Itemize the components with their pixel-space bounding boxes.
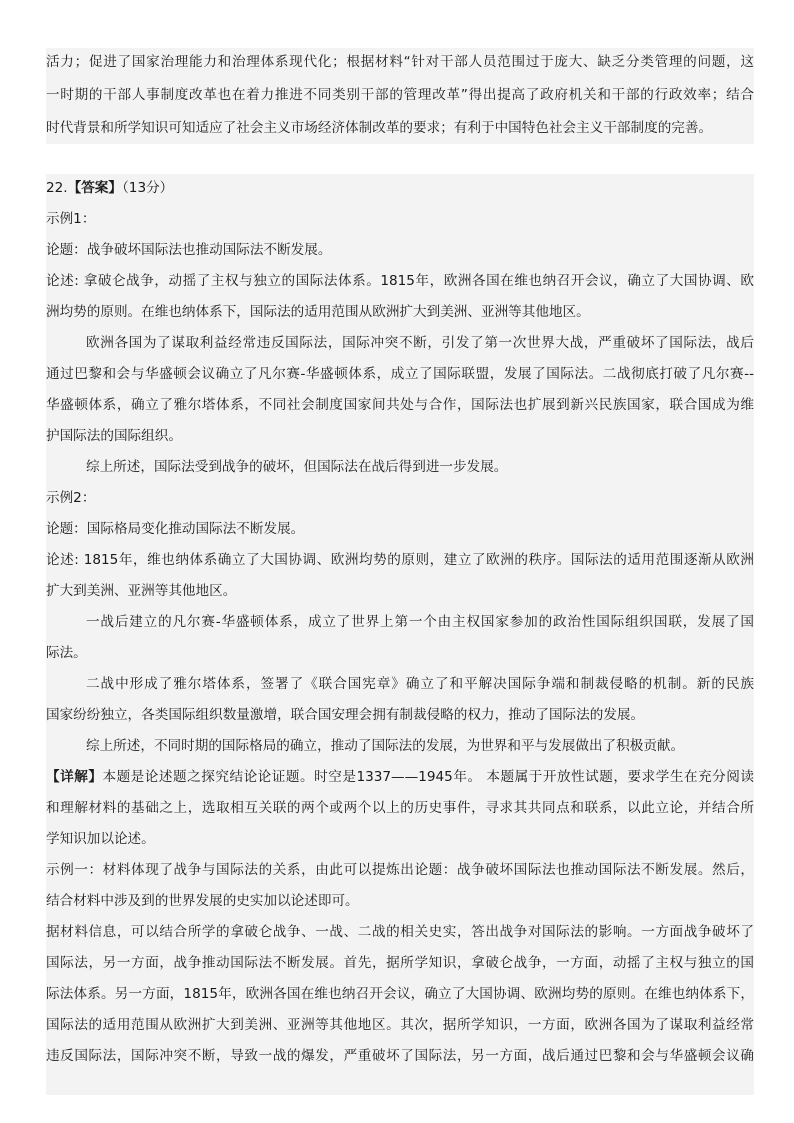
text-line: 际法。 [46, 645, 87, 661]
text-line: 洲均势的原则。在维也纳体系下，国际法的适用范围从欧洲扩大到美洲、亚洲等其他地区。 [46, 304, 590, 320]
text-line: 国际法的适用范围从欧洲扩大到美洲、亚洲等其他地区。其次，据所学知识，一方面，欧洲各国为了谋取利益经常 [46, 1017, 754, 1033]
text-line: 综上所述，国际法受到战争的破坏，但国际法在战后得到进一步发展。 [86, 459, 508, 475]
question-22-answer [46, 174, 754, 1095]
text-line: 学知识加以论述。 [46, 831, 155, 847]
text-line: 国家纷纷独立，各类国际组织数量激增，联合国安理会拥有制裁侵略的权力，推动了国际法的发展。 [46, 707, 645, 723]
text-line: 通过巴黎和会与华盛顿会议确立了凡尔赛-华盛顿体系，成立了国际联盟，发展了国际法。二战彻底打破了凡尔赛-- [46, 366, 754, 382]
text-line: 一战后建立的凡尔赛-华盛顿体系，成立了世界上第一个由主权国家参加的政治性国际组织国联，发展了国 [86, 614, 754, 630]
text-line: 华盛顿体系，确立了雅尔塔体系，不同社会制度国家间共处与合作，国际法也扩展到新兴民族国家，联合国成为维 [46, 397, 754, 413]
text-line: 际法体系。另一方面，1815年，欧洲各国在维也纳召开会议，确立了大国协调、欧洲均势的原则。在维也纳体系下， [46, 986, 754, 1002]
text-line: 违反国际法，国际冲突不断，导致一战的爆发，严重破坏了国际法，另一方面，战后通过巴黎和会与华盛顿会议确 [46, 1048, 754, 1064]
detail-text: 本题是论述题之探究结论论证题。时空是1337——1945年。 本题属于开放性试题，要求学生在充分阅读 [102, 769, 754, 785]
text-line: 示例一：材料体现了战争与国际法的关系，由此可以提炼出论题：战争破坏国际法也推动国际法不断发展。然后， [46, 862, 754, 878]
text-line: 扩大到美洲、亚洲等其他地区。 [46, 583, 237, 599]
text-line: 时代背景和所学知识可知适应了社会主义市场经济体制改革的要求；有利于中国特色社会主义干部制度的完善。 [46, 120, 713, 136]
text-line: 结合材料中涉及到的世界发展的史实加以论述即可。 [46, 893, 359, 909]
score: （13分） [122, 180, 174, 196]
text-line: 二战中形成了雅尔塔体系，签署了《联合国宪章》确立了和平解决国际争端和制裁侵略的机制。新的民族 [86, 676, 754, 692]
question-number: 22. [46, 180, 68, 196]
text-line: 一时期的干部人事制度改革也在着力推进不同类别干部的管理改革”得出提高了政府机关和干部的行政效率；结合 [46, 87, 754, 103]
previous-answer-continuation [46, 48, 754, 144]
detail-line [46, 767, 754, 787]
text-line: 综上所述，不同时期的国际格局的确立，推动了国际法的发展，为世界和平与发展做出了积极贡献。 [86, 738, 685, 754]
example-label: 示例2： [46, 490, 96, 506]
text-line: 活力；促进了国家治理能力和治理体系现代化；根据材料“针对干部人员范围过于庞大、缺乏分类管理的问题，这 [46, 54, 754, 70]
answer-label: 【答案】 [67, 180, 122, 196]
text-line: 论述: 1815年，维也纳体系确立了大国协调、欧洲均势的原则，建立了欧洲的秩序。国际法的适用范围逐渐从欧洲 [46, 552, 754, 568]
thesis-line: 论题：战争破坏国际法也推动国际法不断发展。 [46, 242, 332, 258]
text-line: 论述: 拿破仑战争，动摇了主权与独立的国际法体系。1815年，欧洲各国在维也纳召开会议，确立了大国协调、欧 [46, 273, 754, 289]
text-line: 欧洲各国为了谋取利益经常违反国际法，国际冲突不断，引发了第一次世界大战，严重破坏了国际法，战后 [86, 335, 754, 351]
text-line: 和理解材料的基础之上，选取相互关联的两个或两个以上的历史事件，寻求其共同点和联系，以此立论，并结合所 [46, 800, 754, 816]
text-line: 护国际法的国际组织。 [46, 428, 182, 444]
text-line: 国际法，另一方面，战争推动国际法不断发展。首先，据所学知识，拿破仑战争，一方面，动摇了主权与独立的国 [46, 955, 754, 971]
thesis-line: 论题：国际格局变化推动国际法不断发展。 [46, 521, 305, 537]
detail-label: 【详解】 [46, 769, 103, 785]
answer-heading [46, 178, 754, 198]
text-line: 据材料信息，可以结合所学的拿破仑战争、一战、二战的相关史实，答出战争对国际法的影响。一方面战争破坏了 [46, 924, 754, 940]
example-label: 示例1： [46, 211, 96, 227]
